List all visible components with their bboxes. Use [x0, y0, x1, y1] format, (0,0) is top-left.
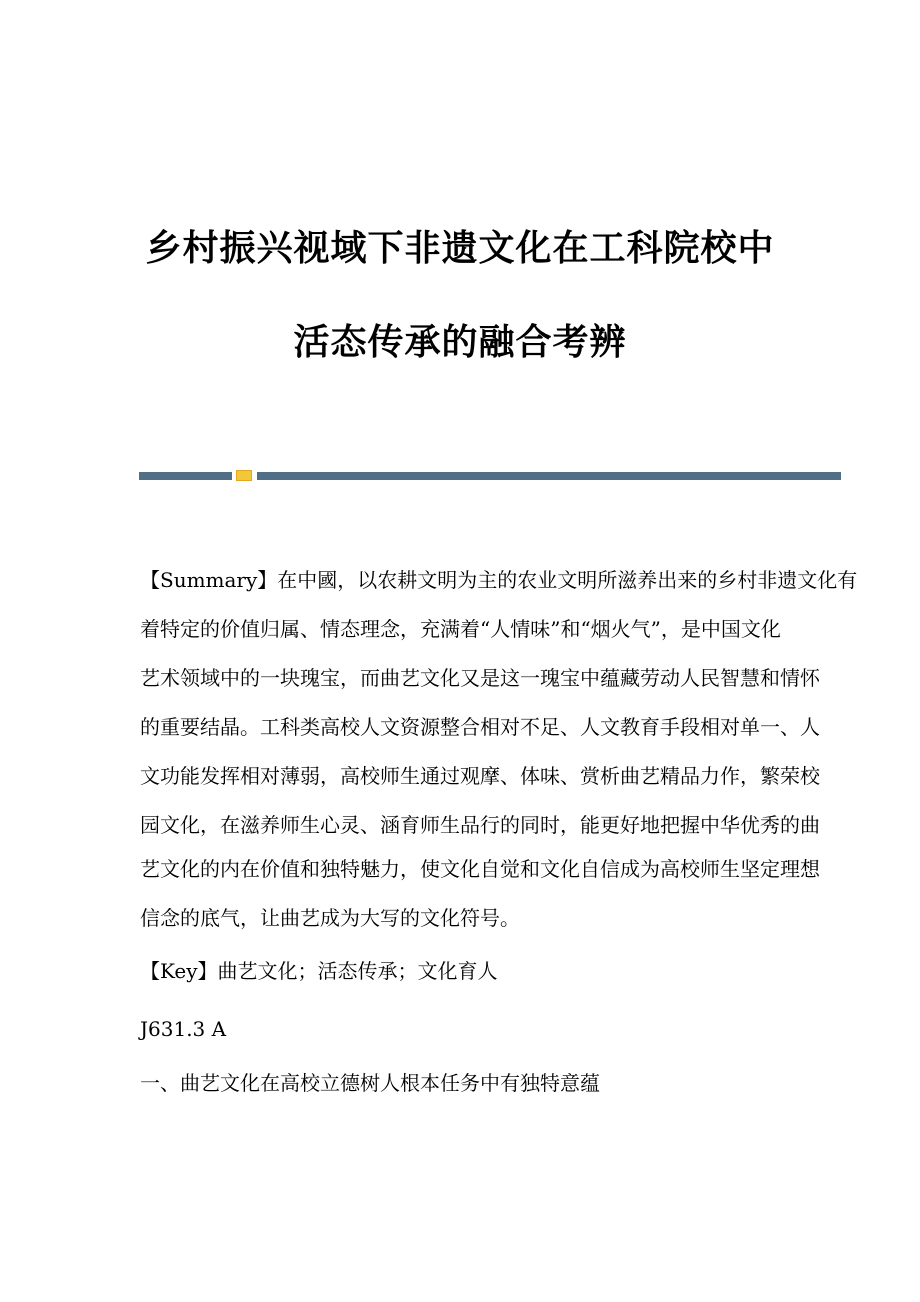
envelope-ornament-icon — [236, 470, 252, 481]
divider-left — [139, 472, 232, 480]
summary-line: 文功能发挥相对薄弱，高校师生通过观摩、体味、赏析曲艺精品力作，繁荣校 — [140, 764, 820, 788]
section-heading: 一、曲艺文化在高校立德树人根本任务中有独特意蕴 — [140, 1071, 600, 1095]
summary-line: 信念的底气，让曲艺成为大写的文化符号。 — [140, 906, 520, 930]
summary-line: 的重要结晶。工科类高校人文资源整合相对不足、人文教育手段相对单一、人 — [140, 715, 820, 739]
keywords: 【Key】曲艺文化；活态传承；文化育人 — [140, 959, 498, 983]
summary-line: 艺术领域中的一块瑰宝，而曲艺文化又是这一瑰宝中蕴藏劳动人民智慧和情怀 — [140, 666, 820, 690]
divider-right — [257, 472, 841, 480]
summary-line: 园文化，在滋养师生心灵、涵育师生品行的同时，能更好地把握中华优秀的曲 — [140, 813, 820, 837]
classification-code: J631.3 A — [140, 1017, 227, 1041]
title-line-1: 乡村振兴视域下非遗文化在工科院校中 — [145, 227, 775, 269]
title-line-2: 活态传承的融合考辨 — [293, 321, 627, 363]
summary-line: 艺文化的内在价值和独特魅力，使文化自觉和文化自信成为高校师生坚定理想 — [140, 857, 820, 881]
summary-line: 着特定的价值归属、情态理念，充满着“人情味”和“烟火气”，是中国文化 — [140, 617, 781, 641]
summary-line: 【Summary】在中國，以农耕文明为主的农业文明所滋养出来的乡村非遗文化有 — [140, 568, 858, 592]
